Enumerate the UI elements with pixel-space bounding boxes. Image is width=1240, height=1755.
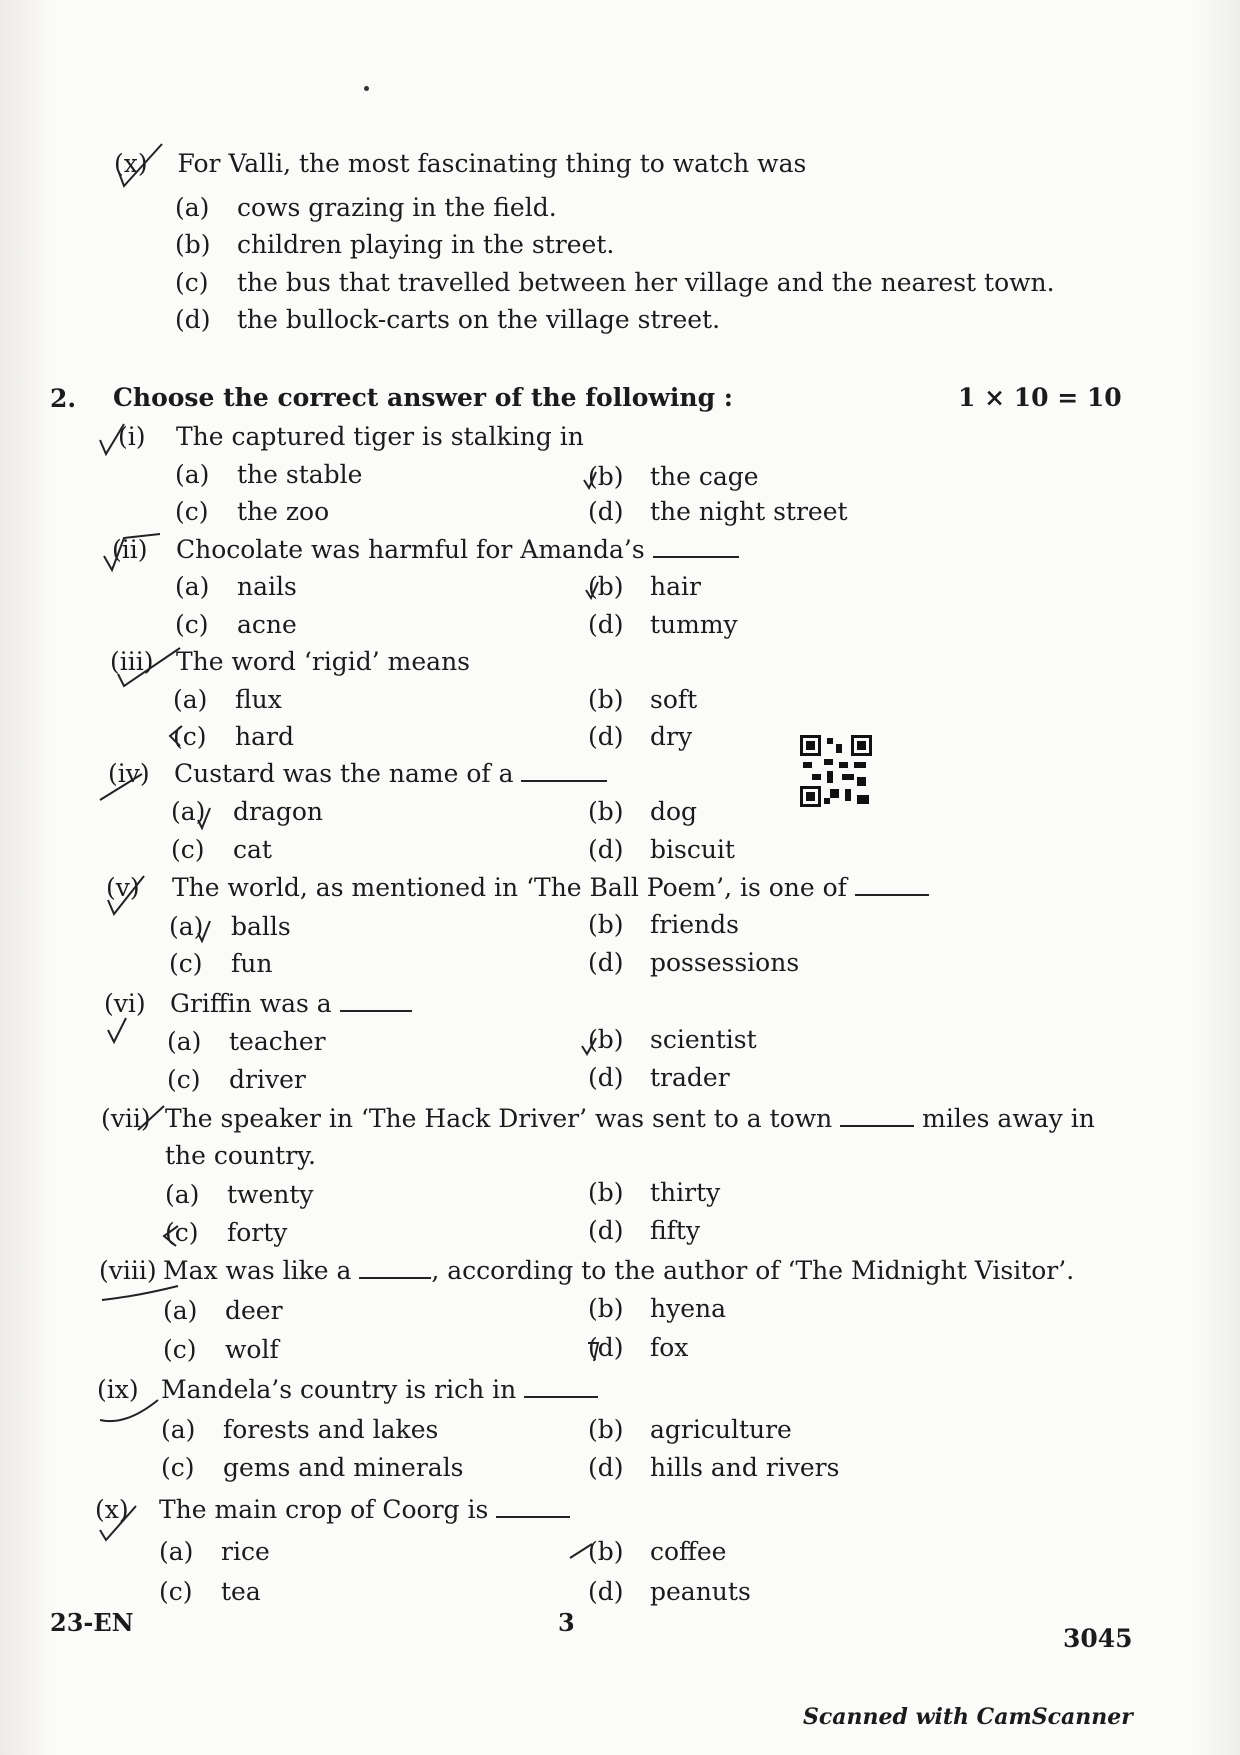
page-number: 3 xyxy=(558,1608,575,1637)
option-v-d: (d) possessions xyxy=(588,948,800,977)
option-viii-c: (c) wolf xyxy=(163,1335,279,1364)
q1x-option-d: (d) the bullock-carts on the village street. xyxy=(175,305,721,334)
option-iii-c: (c) hard xyxy=(173,722,294,751)
question-number: (x) xyxy=(114,149,148,178)
question-vii-line2: the country. xyxy=(165,1141,316,1170)
option-vi-d: (d) trader xyxy=(588,1063,730,1092)
option-iii-a: (a) flux xyxy=(173,685,282,714)
option-vii-c: (c) forty xyxy=(165,1218,288,1247)
option-vi-b: (b) scientist xyxy=(588,1025,757,1054)
option-vi-a: (a) teacher xyxy=(167,1027,326,1056)
question-vii: (vii) The speaker in ‘The Hack Driver’ was sent to a town miles away in xyxy=(101,1104,1095,1133)
question-ii: (ii) Chocolate was harmful for Amanda’s xyxy=(112,533,739,567)
option-x-c: (c) tea xyxy=(159,1577,261,1606)
scanner-watermark: Scanned with CamScanner xyxy=(803,1704,1133,1730)
scan-edge-left xyxy=(0,0,52,1755)
option-ii-d: (d) tummy xyxy=(588,610,738,639)
q1x-option-a: (a) cows grazing in the field. xyxy=(175,193,557,222)
option-ii-b: (b) hair xyxy=(588,572,701,601)
option-ii-c: (c) acne xyxy=(175,610,297,639)
option-vii-a: (a) twenty xyxy=(165,1180,314,1209)
option-v-b: (b) friends xyxy=(588,910,739,939)
section-number: 2. xyxy=(50,384,77,413)
question-text: For Valli, the most fascinating thing to watch was xyxy=(177,149,807,178)
option-iii-d: (d) dry xyxy=(588,722,693,751)
option-iv-d: (d) biscuit xyxy=(588,835,735,864)
question-ix: (ix) Mandela’s country is rich in xyxy=(97,1373,598,1407)
option-ix-b: (b) agriculture xyxy=(588,1415,792,1444)
question-iii: (iii) The word ‘rigid’ means xyxy=(110,647,470,676)
booklet-number: 3045 xyxy=(1063,1624,1133,1653)
section-title: Choose the correct answer of the following : xyxy=(113,383,733,412)
option-viii-b: (b) hyena xyxy=(588,1294,727,1323)
scan-edge-right xyxy=(1192,0,1240,1755)
q1x-option-b: (b) children playing in the street. xyxy=(175,230,615,259)
qr-code-icon xyxy=(800,735,872,807)
option-ix-a: (a) forests and lakes xyxy=(161,1415,439,1444)
option-vi-c: (c) driver xyxy=(167,1065,306,1094)
option-i-c: (c) the zoo xyxy=(175,497,330,526)
option-x-b: (b) coffee xyxy=(588,1537,727,1566)
option-viii-a: (a) deer xyxy=(163,1296,283,1325)
option-ix-d: (d) hills and rivers xyxy=(588,1453,840,1482)
paper-code: 23-EN xyxy=(50,1608,134,1637)
question-v: (v) The world, as mentioned in ‘The Ball Poem’, is one of xyxy=(106,871,929,905)
stray-dot xyxy=(364,86,369,91)
option-iii-b: (b) soft xyxy=(588,685,698,714)
option-iv-b: (b) dog xyxy=(588,797,698,826)
option-i-b: (b) the cage xyxy=(588,462,759,491)
option-v-a: (a) balls xyxy=(169,912,291,941)
option-vii-b: (b) thirty xyxy=(588,1178,721,1207)
option-i-a: (a) the stable xyxy=(175,460,363,489)
option-i-d: (d) the night street xyxy=(588,497,848,526)
question-x: (x) The main crop of Coorg is xyxy=(95,1493,570,1527)
option-v-c: (c) fun xyxy=(169,949,273,978)
option-ix-c: (c) gems and minerals xyxy=(161,1453,464,1482)
option-x-a: (a) rice xyxy=(159,1537,270,1566)
option-viii-d: (d) fox xyxy=(588,1333,689,1362)
q1x-stem xyxy=(114,147,806,181)
question-viii: (viii) Max was like a , according to the author of ‘The Midnight Visitor’. xyxy=(99,1256,1075,1285)
option-x-d: (d) peanuts xyxy=(588,1577,751,1606)
option-ii-a: (a) nails xyxy=(175,572,297,601)
question-iv: (iv) Custard was the name of a xyxy=(108,757,607,791)
q1x-option-c: (c) the bus that travelled between her village and the nearest town. xyxy=(175,268,1055,297)
question-vi: (vi) Griffin was a xyxy=(104,987,412,1021)
question-i: (i) The captured tiger is stalking in xyxy=(118,422,584,451)
section-marks: 1 × 10 = 10 xyxy=(958,383,1122,412)
option-vii-d: (d) fifty xyxy=(588,1216,701,1245)
option-iv-c: (c) cat xyxy=(171,835,272,864)
option-iv-a: (a) dragon xyxy=(171,797,324,826)
